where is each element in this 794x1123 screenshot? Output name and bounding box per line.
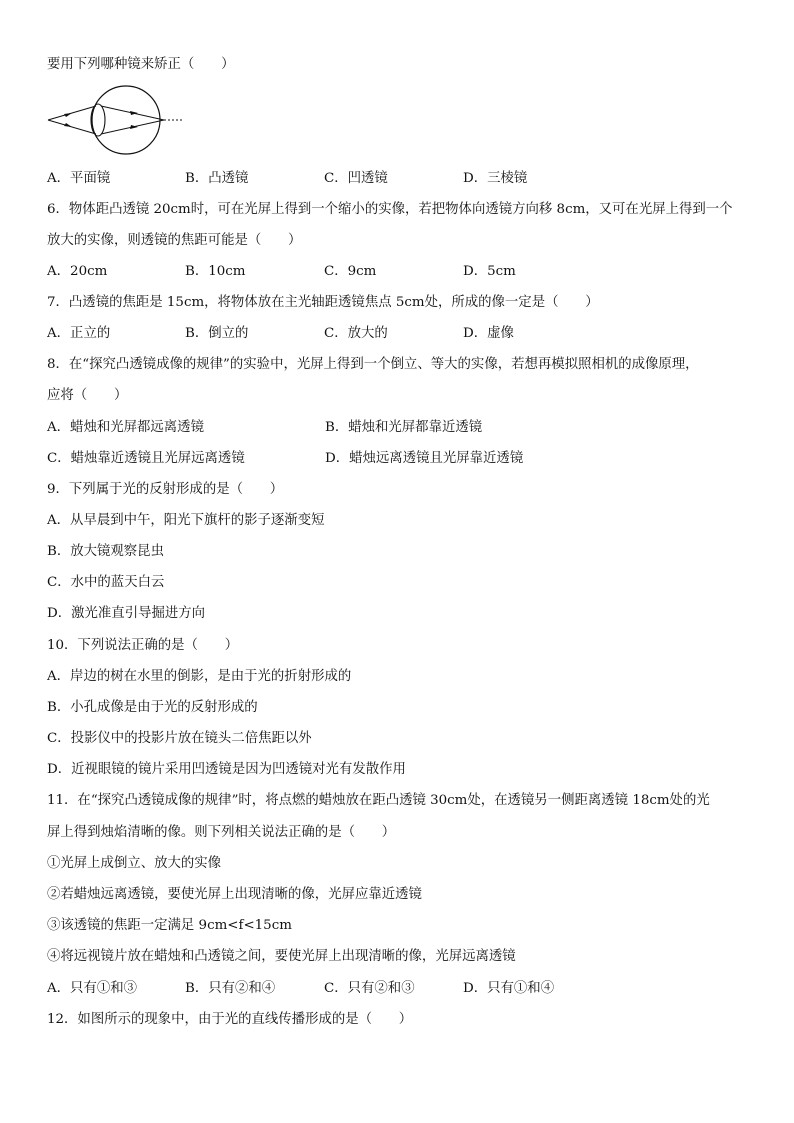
- q9-option-d[interactable]: D．激光准直引导掘进方向: [47, 606, 206, 621]
- q6-options: [47, 263, 767, 281]
- q10-option-d[interactable]: D．近视眼镜的镜片采用凹透镜是因为凹透镜对光有发散作用: [47, 762, 406, 777]
- q6-option-c[interactable]: C．9cm: [324, 264, 377, 279]
- q12-question: 12．如图所示的现象中，由于光的直线传播形成的是（ ）: [47, 1012, 413, 1027]
- ray-arrow-upper: [64, 113, 72, 117]
- q11-statement-4: ④将远视镜片放在蜡烛和凸透镜之间，要使光屏上出现清晰的像，光屏远离透镜: [47, 949, 516, 964]
- q5-options: [47, 170, 767, 188]
- q11-question-line1: 11．在“探究凸透镜成像的规律”时，将点燃的蜡烛放在距凸透镜 30cm处，在透镜另一侧距离透镜 18cm处的光: [47, 793, 710, 808]
- ray-arrow-lower: [64, 123, 72, 127]
- q7-question: 7．凸透镜的焦距是 15cm，将物体放在主光轴距透镜焦点 5cm处，所成的像一定是（ ）: [47, 295, 599, 310]
- eyeball-outline: [92, 86, 160, 154]
- q5-option-b[interactable]: B．凸透镜: [185, 171, 249, 186]
- q11-statement-3: ③该透镜的焦距一定满足 9cm<f<15cm: [47, 918, 292, 933]
- q7-option-c[interactable]: C．放大的: [324, 326, 388, 341]
- q11-statement-1: ①光屏上成倒立、放大的实像: [47, 856, 222, 871]
- eye-diagram: [46, 84, 186, 156]
- q10-question: 10．下列说法正确的是（ ）: [47, 638, 239, 653]
- q11-option-b[interactable]: B．只有②和④: [185, 981, 276, 996]
- q6-option-a[interactable]: A．20cm: [47, 264, 108, 279]
- q8-option-b[interactable]: B．蜡烛和光屏都靠近透镜: [325, 420, 483, 435]
- q8-options-row2: [47, 450, 767, 468]
- q8-question-line1: 8．在“探究凸透镜成像的规律”的实验中，光屏上得到一个倒立、等大的实像，若想再模拟照相机的成像原理，: [47, 357, 699, 372]
- q11-options: [47, 980, 767, 998]
- q8-question-line2: 应将（ ）: [47, 388, 128, 403]
- q8-option-c[interactable]: C．蜡烛靠近透镜且光屏远离透镜: [47, 451, 245, 466]
- q6-question-line2: 放大的实像，则透镜的焦距可能是（ ）: [47, 233, 302, 248]
- q7-option-a[interactable]: A．正立的: [47, 326, 111, 341]
- q8-options-row1: [47, 419, 767, 437]
- q10-option-c[interactable]: C．投影仪中的投影片放在镜头二倍焦距以外: [47, 731, 312, 746]
- q5-question-tail: 要用下列哪种镜来矫正（ ）: [47, 57, 235, 72]
- q9-question: 9．下列属于光的反射形成的是（ ）: [47, 482, 284, 497]
- q11-option-a[interactable]: A．只有①和③: [47, 981, 138, 996]
- q9-option-c[interactable]: C．水中的蓝天白云: [47, 575, 165, 590]
- q6-option-d[interactable]: D．5cm: [463, 264, 516, 279]
- q8-option-a[interactable]: A．蜡烛和光屏都远离透镜: [47, 420, 204, 435]
- q8-option-d[interactable]: D．蜡烛远离透镜且光屏靠近透镜: [325, 451, 524, 466]
- q11-option-c[interactable]: C．只有②和③: [324, 981, 415, 996]
- q9-option-a[interactable]: A．从早晨到中午，阳光下旗杆的影子逐渐变短: [47, 513, 325, 528]
- q6-option-b[interactable]: B．10cm: [185, 264, 246, 279]
- q5-option-d[interactable]: D．三棱镜: [463, 171, 528, 186]
- q11-option-d[interactable]: D．只有①和④: [463, 981, 555, 996]
- q11-question-line2: 屏上得到烛焰清晰的像。则下列相关说法正确的是（ ）: [47, 825, 396, 840]
- q7-option-d[interactable]: D．虚像: [463, 326, 514, 341]
- eye-lens: [91, 104, 105, 136]
- q7-option-b[interactable]: B．倒立的: [185, 326, 249, 341]
- q9-option-b[interactable]: B．放大镜观察昆虫: [47, 544, 164, 559]
- q10-option-a[interactable]: A．岸边的树在水里的倒影，是由于光的折射形成的: [47, 669, 352, 684]
- q5-option-c[interactable]: C．凹透镜: [324, 171, 388, 186]
- q10-option-b[interactable]: B．小孔成像是由于光的反射形成的: [47, 700, 258, 715]
- q5-option-a[interactable]: A．平面镜: [47, 171, 111, 186]
- q11-statement-2: ②若蜡烛远离透镜，要使光屏上出现清晰的像，光屏应靠近透镜: [47, 887, 422, 902]
- q6-question-line1: 6．物体距凸透镜 20cm时，可在光屏上得到一个缩小的实像，若把物体向透镜方向移 8cm，又可在光屏上得到一个: [47, 202, 733, 217]
- q7-options: [47, 325, 767, 343]
